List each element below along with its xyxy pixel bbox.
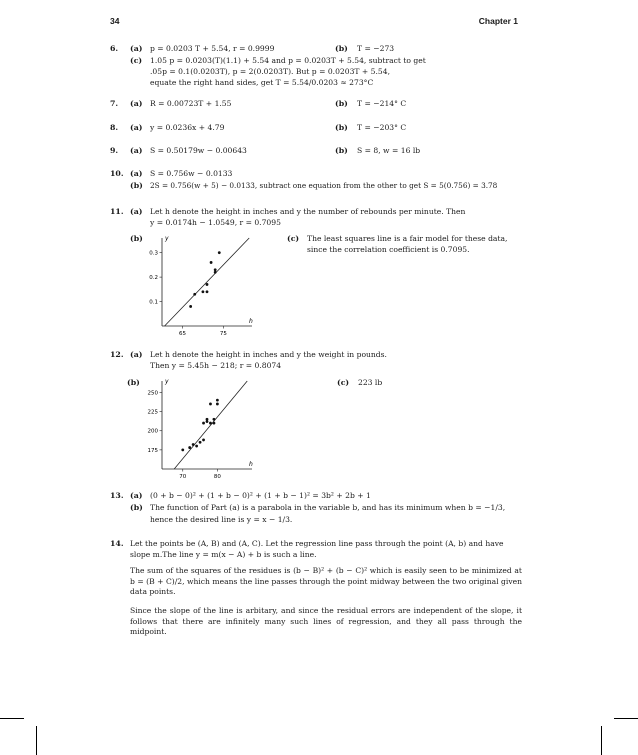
chapter-label: Chapter 1	[478, 16, 518, 26]
p14-paragraph-2: Since the slope of the line is arbitary, and since the residual errors are independent of the slope, it follows that there are infinitely many such lines of regression, and they all pass through the midpoint.	[130, 606, 522, 636]
problem-14-number: 14.	[110, 539, 124, 548]
data-point	[213, 418, 216, 421]
p6-c-line: 1.05 p = 0.0203(T)(1.1) + 5.54 and p = 0.0203T + 5.54, subtract to get	[150, 56, 426, 65]
p6-c-line: .05p = 0.1(0.0203T), p = 2(0.0203T). But p = 0.0203T + 5.54,	[150, 67, 391, 76]
x-tick-label: 75	[219, 331, 227, 337]
data-point	[181, 448, 184, 451]
problem-6-number: 6.	[110, 44, 119, 53]
problem-13-number: 13.	[110, 491, 124, 500]
p12-a-label: (a)	[130, 350, 143, 359]
p10-b-text: 2S = 0.756(w + 5) − 0.0133, subtract one equation from the other to get S = 5(0.756) = 3.78	[150, 181, 498, 190]
p14-line: Let the points be (A, B) and (A, C). Let the regression line pass through the point (A, b) and have	[130, 539, 504, 548]
p9-a-label: (a)	[130, 146, 143, 155]
p8-a-label: (a)	[130, 123, 143, 132]
data-point	[206, 290, 209, 293]
p11-b-label: (b)	[130, 234, 143, 243]
p8-b-label: (b)	[335, 123, 348, 132]
page-number: 34	[110, 16, 120, 26]
problem-12-number: 12.	[110, 350, 124, 359]
problem-11-number: 11.	[110, 207, 124, 216]
data-point	[213, 422, 216, 425]
regression-line	[174, 381, 247, 469]
data-point	[189, 305, 192, 308]
p6-c-line: equate the right hand sides, get T = 5.54/0.0203 ≈ 273°C	[150, 78, 374, 87]
x-axis-label: h	[249, 318, 253, 325]
y-tick-label: 200	[147, 428, 158, 435]
p10-a-label: (a)	[130, 169, 143, 178]
p7-b-label: (b)	[335, 99, 348, 108]
p14-paragraph-1: The sum of the squares of the residues is (b − B)² + (b − C)² which is easily seen to be minimized at b = (B + C)/2, which means the line passes through the point midway between the two original given data points.	[130, 566, 522, 596]
p13-b-line: The function of Part (a) is a parabola in the variable b, and has its minimum when b = −1/3,	[150, 503, 506, 512]
crop-mark	[614, 718, 638, 719]
p11-c-line: The least squares line is a fair model for these data,	[307, 234, 508, 243]
problem-7-number: 7.	[110, 99, 119, 108]
y-tick-label: 0.2	[149, 275, 158, 282]
p12-a-line: Let h denote the height in inches and y the weight in pounds.	[150, 350, 387, 359]
problem-9-number: 9.	[110, 146, 119, 155]
data-point	[202, 439, 205, 442]
data-point	[209, 403, 212, 406]
rebounds-scatter-plot	[140, 230, 260, 340]
y-tick-label: 175	[147, 447, 158, 454]
data-point	[214, 268, 217, 271]
p8-a-text: y = 0.0236x + 4.79	[150, 123, 225, 132]
p10-b-label: (b)	[130, 181, 143, 190]
data-point	[192, 443, 195, 446]
data-point	[195, 445, 198, 448]
p14-line: slope m.The line y = m(x − A) + b is such a line.	[130, 550, 317, 559]
problem-8-number: 8.	[110, 123, 119, 132]
p13-b-line: hence the desired line is y = x − 1/3.	[150, 515, 293, 524]
p7-a-text: R = 0.00723T + 1.55	[150, 99, 232, 108]
data-point	[206, 283, 209, 286]
data-point	[216, 399, 219, 402]
data-point	[193, 293, 196, 296]
crop-mark	[601, 726, 602, 755]
y-tick-label: 0.1	[149, 299, 158, 306]
p12-a-line: Then y = 5.45h − 218; r = 0.8074	[150, 361, 282, 370]
p13-a-text: (0 + b − 0)² + (1 + b − 0)² + (1 + b − 1)² = 3b² + 2b + 1	[150, 491, 371, 500]
p12-c-label: (c)	[337, 378, 350, 387]
p6-b-label: (b)	[335, 44, 348, 53]
y-axis-label: y	[165, 235, 169, 242]
p6-a-text: p = 0.0203 T + 5.54, r = 0.9999	[150, 44, 275, 53]
p11-a-label: (a)	[130, 207, 143, 216]
p9-b-text: S = 8, w = 16 lb	[357, 146, 421, 155]
p6-b-text: T = −273	[357, 44, 395, 53]
y-tick-label: 250	[147, 390, 158, 397]
regression-line	[165, 238, 250, 326]
p11-c-line: since the correlation coefficient is 0.7095.	[307, 245, 470, 254]
x-tick-label: 80	[213, 474, 221, 480]
p11-c-label: (c)	[287, 234, 300, 243]
y-axis-label: y	[165, 378, 169, 385]
crop-mark	[0, 718, 24, 719]
p9-a-text: S = 0.50179w − 0.00643	[150, 146, 247, 155]
data-point	[202, 290, 205, 293]
crop-mark	[36, 726, 37, 755]
p6-a-label: (a)	[130, 44, 143, 53]
p8-b-text: T = −203° C	[357, 123, 407, 132]
weight-scatter-plot	[140, 373, 260, 483]
data-point	[202, 422, 205, 425]
data-point	[214, 271, 217, 274]
p10-a-text: S = 0.756w − 0.0133	[150, 169, 233, 178]
p11-a-line: Let h denote the height in inches and y the number of rebounds per minute. Then	[150, 207, 466, 216]
p11-a-line: y = 0.0174h − 1.0549, r = 0.7095	[150, 218, 281, 227]
data-point	[199, 441, 202, 444]
p12-b-label: (b)	[127, 378, 140, 387]
data-point	[218, 251, 221, 254]
x-axis-label: h	[249, 461, 253, 468]
data-point	[206, 418, 209, 421]
p6-c-label: (c)	[130, 56, 143, 65]
p9-b-label: (b)	[335, 146, 348, 155]
data-point	[209, 422, 212, 425]
problem-10-number: 10.	[110, 169, 124, 178]
p12-c-text: 223 lb	[358, 378, 383, 387]
y-tick-label: 0.3	[149, 250, 158, 257]
x-tick-label: 70	[179, 474, 187, 480]
data-point	[216, 403, 219, 406]
p13-b-label: (b)	[130, 503, 143, 512]
p13-a-label: (a)	[130, 491, 143, 500]
data-point	[188, 446, 191, 449]
x-tick-label: 65	[178, 331, 186, 337]
p7-b-text: T = −214° C	[357, 99, 407, 108]
data-point	[210, 261, 213, 264]
p7-a-label: (a)	[130, 99, 143, 108]
y-tick-label: 225	[147, 409, 158, 416]
